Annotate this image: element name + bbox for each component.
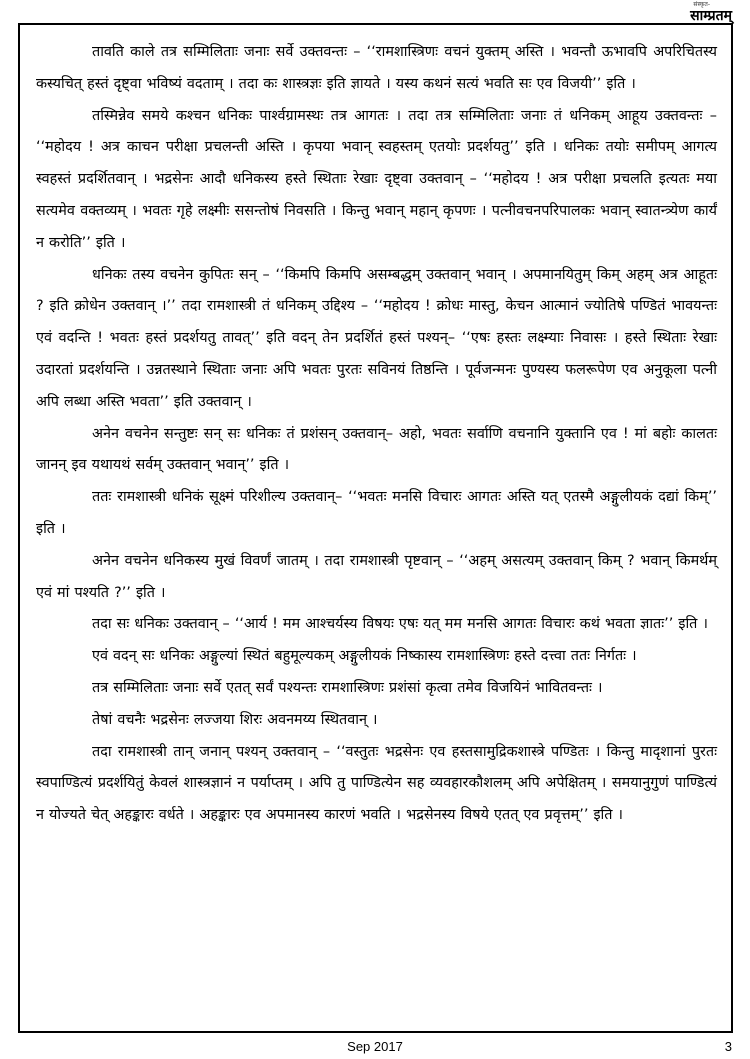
- paragraph-1: तावति काले तत्र सम्मिलिताः जनाः सर्वे उक्तवन्तः – ‘‘रामशास्त्रिणः वचनं युक्तम् अस्ति । भवन्तौ ऊभावपि अपरिचितस्य कस्यचित् हस्तं दृष्ट्वा भविष्यं वदताम् । तदा कः शास्त्रज्ञः इति ज्ञायते । यस्य कथनं सत्यं भवति सः एव विजयी’’ इति ।: [36, 44, 717, 92]
- paragraph-2: तस्मिन्नेव समये कश्चन धनिकः पार्श्वग्रामस्थः तत्र आगतः । तदा तत्र सम्मिलिताः जनाः तं धनिकम् आहूय उक्तवन्तः – ‘‘महोदय ! अत्र काचन परीक्षा प्रचलन्ती अस्ति । कृपया भवान् स्वहस्तम् एतयोः प्रदर्शयतु’’ इति । धनिकः तयोः समीपम् आगत्य स्वहस्तं प्रदर्शितवान् । भद्रसेनः आदौ धनिकस्य हस्ते स्थिताः रेखाः दृष्ट्वा उक्तवान् – ‘‘महोदय ! अत्र परीक्षा प्रचलति इत्यतः मया सत्यमेव वक्तव्यम् । भवतः गृहे लक्ष्मीः ससन्तोषं निवसति । किन्तु भवान् महान् कृपणः । पत्नीवचनपरिपालकः भवान् स्वातन्त्र्येण कार्यं न करोति’’ इति ।: [36, 107, 717, 251]
- paragraph-8: एवं वदन् सः धनिकः अङ्गुल्यां स्थितं बहुमूल्यकम् अङ्गुलीयकं निष्कास्य रामशास्त्रिणः हस्ते दत्त्वा ततः निर्गतः ।: [92, 648, 637, 665]
- footer-date: Sep 2017: [347, 1039, 403, 1054]
- paragraph-7: तदा सः धनिकः उक्तवान् – ‘‘आर्य ! मम आश्चर्यस्य विषयः एषः यत् मम मनसि आगतः विचारः कथं भवता ज्ञातः’’ इति ।: [92, 616, 708, 633]
- paragraph-10: तेषां वचनैः भद्रसेनः लज्जया शिरः अवनमय्य स्थितवान् ।: [92, 711, 378, 728]
- paragraph-4: अनेन वचनेन सन्तुष्टः सन् सः धनिकः तं प्रशंसन् उक्तवान्– अहो, भवतः सर्वाणि वचनानि युक्तानि एव ! मां बहोः कालतः जानन् इव यथायथं सर्वम् उक्तवान् भवान्’’ इति ।: [36, 425, 717, 474]
- paragraph-9: तत्र सम्मिलिताः जनाः सर्वे एतत् सर्वं पश्यन्तः रामशास्त्रिणः प्रशंसां कृत्वा तमेव विजयिनं भावितवन्तः ।: [92, 679, 603, 696]
- paragraph-5: ततः रामशास्त्री धनिकं सूक्ष्मं परिशील्य उक्तवान्– ‘‘भवतः मनसि विचारः आगतः अस्ति यत् एतस्मै अङ्गुलीयकं दद्यां किम्’’ इति ।: [36, 489, 717, 537]
- masthead-logo: [690, 2, 732, 23]
- paragraph-11: तदा रामशास्त्री तान् जनान् पश्यन् उक्तवान् – ‘‘वस्तुतः भद्रसेनः एव हस्तसामुद्रिकशास्त्रे पण्डितः । किन्तु मादृशानां पुरतः स्वपाण्डित्यं प्रदर्शयितुं केवलं शास्त्रज्ञानं न पर्याप्तम् । अपि तु पाण्डित्येन सह व्यवहारकौशलम् अपि अपेक्षितम् । समयानुगुणं पाण्डित्यं न योज्यते चेत् अहङ्कारः वर्धते । अहङ्कारः एव अपमानस्य कारणं भवति । भद्रसेनस्य विषये एतत् एव प्रवृत्तम्’’ इति ।: [36, 743, 717, 824]
- paragraph-6: अनेन वचनेन धनिकस्य मुखं विवर्णं जातम् । तदा रामशास्त्री पृष्टवान् – ‘‘अहम् असत्यम् उक्तवान् किम् ? भवान् किमर्थम् एवं मां पश्यति ?’’ इति ।: [36, 552, 717, 601]
- masthead-small-text: संस्कृत-: [693, 1, 710, 8]
- page-number: 3: [724, 1039, 732, 1054]
- masthead-title: साम्प्रतम्: [690, 8, 732, 24]
- paragraph-3: धनिकः तस्य वचनेन कुपितः सन् – ‘‘किमपि किमपि असम्बद्धम् उक्तवान् भवान् । अपमानयितुम् किम् अहम् अत्र आहूतः ? इति क्रोधेन उक्तवान् ।’’ तदा रामशास्त्री तं धनिकम् उद्दिश्य – ‘‘महोदय ! क्रोधः मास्तु, केचन आत्मानं ज्योतिषे पण्डितं भावयन्तः एवं वदन्ति ! भवतः हस्तं प्रदर्शयतु तावत्’’ इति वदन् तेन प्रदर्शितं हस्तं पश्यन्– ‘‘एषः हस्तः लक्ष्म्याः निवासः । हस्ते स्थिताः रेखाः उदारतां प्रदर्शयन्ति । उन्नतस्थाने स्थिताः जनाः अपि भवतः पुरतः सविनयं तिष्ठन्ति । पूर्वजन्मनः पुण्यस्य फलरूपेण एव अनुकूला पत्नी अपि लब्धा अस्ति भवता’’ इति उक्तवान् ।: [36, 266, 717, 410]
- page-frame: [18, 23, 733, 1033]
